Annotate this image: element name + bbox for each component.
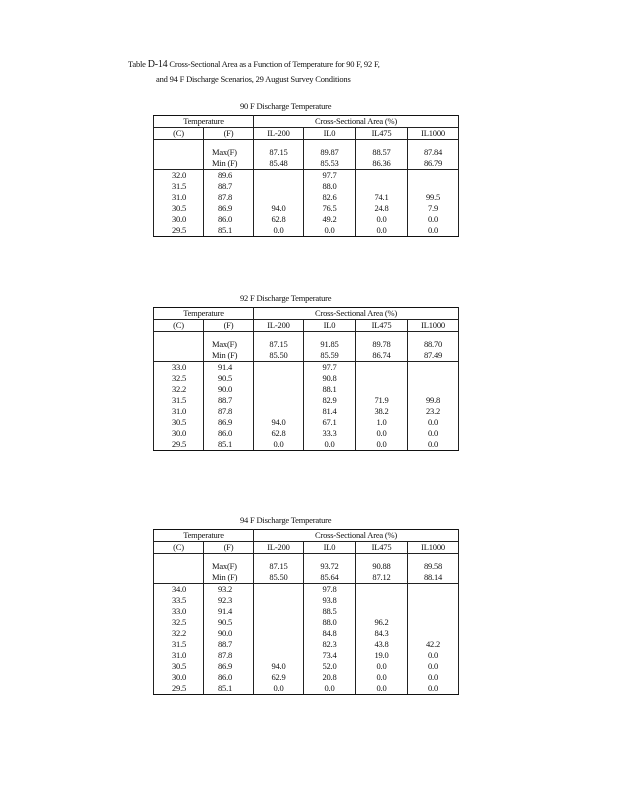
- table-cell: 1.0: [356, 417, 408, 428]
- table-cell: 84.8: [304, 628, 356, 639]
- header-row: [154, 116, 459, 128]
- header-row: [154, 308, 459, 320]
- table-cell: [356, 606, 408, 617]
- blank-cell: [154, 158, 204, 170]
- table-cell: 30.5: [154, 417, 204, 428]
- min-value: 86.36: [356, 158, 408, 170]
- table-row: [154, 373, 459, 384]
- table-cell: 86.0: [204, 214, 254, 225]
- table-cell: [356, 170, 408, 182]
- discharge-table-92: [153, 307, 459, 451]
- table-cell: 31.0: [154, 192, 204, 203]
- table-cell: [356, 181, 408, 192]
- spacer-cell: [204, 332, 254, 340]
- table-cell: 0.0: [356, 439, 408, 451]
- table-cell: 43.8: [356, 639, 408, 650]
- table-cell: 0.0: [408, 214, 459, 225]
- table-cell: 31.0: [154, 650, 204, 661]
- table-cell: [254, 170, 304, 182]
- table-cell: 0.0: [356, 214, 408, 225]
- spacer-cell: [154, 332, 204, 340]
- table-row: [154, 362, 459, 374]
- table-cell: 0.0: [408, 661, 459, 672]
- table-cell: 30.5: [154, 203, 204, 214]
- spacer-cell: [408, 332, 459, 340]
- spacer-cell: [356, 140, 408, 148]
- caption-table-number: D-14: [147, 59, 168, 70]
- table-row: [154, 683, 459, 695]
- table-cell: 0.0: [408, 428, 459, 439]
- table-cell: [408, 617, 459, 628]
- table-1-title: 90 F Discharge Temperature: [240, 101, 332, 111]
- header-row: [154, 530, 459, 542]
- table-cell: 86.0: [204, 672, 254, 683]
- table-row: [154, 606, 459, 617]
- table-cell: 0.0: [356, 661, 408, 672]
- table-row: [154, 617, 459, 628]
- table-cell: [254, 628, 304, 639]
- min-value: 85.50: [254, 572, 304, 584]
- table-cell: 29.5: [154, 225, 204, 237]
- table-cell: 87.8: [204, 192, 254, 203]
- column-header-il-200: IL-200: [254, 128, 304, 140]
- spacer-cell: [204, 554, 254, 562]
- table-cell: 94.0: [254, 203, 304, 214]
- min-label: Min (F): [204, 158, 254, 170]
- temperature-header: Temperature: [154, 530, 254, 542]
- spacer-cell: [304, 140, 356, 148]
- table-cell: 88.7: [204, 639, 254, 650]
- min-value: 85.53: [304, 158, 356, 170]
- table-row: [154, 181, 459, 192]
- table-cell: [356, 362, 408, 374]
- min-value: 86.74: [356, 350, 408, 362]
- table-cell: 84.3: [356, 628, 408, 639]
- table-row: [154, 192, 459, 203]
- table-row: [154, 203, 459, 214]
- min-value: 86.79: [408, 158, 459, 170]
- table-cell: 76.5: [304, 203, 356, 214]
- table-cell: [254, 606, 304, 617]
- table-cell: [254, 595, 304, 606]
- table-cell: 91.4: [204, 362, 254, 374]
- table-cell: 88.7: [204, 395, 254, 406]
- table-cell: 32.5: [154, 617, 204, 628]
- table-cell: 88.5: [304, 606, 356, 617]
- table-cell: 90.5: [204, 617, 254, 628]
- table-cell: 20.8: [304, 672, 356, 683]
- table-cell: 88.0: [304, 181, 356, 192]
- table-cell: [408, 170, 459, 182]
- table-cell: 89.6: [204, 170, 254, 182]
- spacer-cell: [154, 554, 204, 562]
- temperature-header: Temperature: [154, 116, 254, 128]
- table-cell: 85.1: [204, 683, 254, 695]
- table-cell: [356, 584, 408, 596]
- table-cell: 86.9: [204, 417, 254, 428]
- table-cell: 52.0: [304, 661, 356, 672]
- table-cell: 0.0: [254, 683, 304, 695]
- subheader-row: [154, 128, 459, 140]
- min-value: 85.64: [304, 572, 356, 584]
- max-label: Max(F): [204, 339, 254, 350]
- table-cell: 0.0: [356, 428, 408, 439]
- column-header-il475: IL475: [356, 128, 408, 140]
- table-cell: 31.5: [154, 395, 204, 406]
- table-cell: 93.8: [304, 595, 356, 606]
- max-row: [154, 561, 459, 572]
- table-cell: 33.5: [154, 595, 204, 606]
- table-cell: [408, 584, 459, 596]
- column-header-il0: IL0: [304, 128, 356, 140]
- table-cell: 33.0: [154, 362, 204, 374]
- fahrenheit-header: (F): [204, 128, 254, 140]
- blank-cell: [154, 350, 204, 362]
- min-label: Min (F): [204, 572, 254, 584]
- table-cell: 0.0: [356, 683, 408, 695]
- table-row: [154, 428, 459, 439]
- min-value: 87.49: [408, 350, 459, 362]
- max-row: [154, 339, 459, 350]
- table-cell: [356, 384, 408, 395]
- max-value: 87.15: [254, 147, 304, 158]
- column-header-il0: IL0: [304, 542, 356, 554]
- table-cell: [254, 650, 304, 661]
- table-cell: 34.0: [154, 584, 204, 596]
- min-value: 85.59: [304, 350, 356, 362]
- table-cell: [408, 384, 459, 395]
- table-cell: [356, 595, 408, 606]
- table-cell: 49.2: [304, 214, 356, 225]
- spacer-cell: [356, 332, 408, 340]
- table-cell: 0.0: [356, 672, 408, 683]
- table-cell: 90.5: [204, 373, 254, 384]
- table-cell: [254, 406, 304, 417]
- table-cell: 90.0: [204, 628, 254, 639]
- max-value: 89.87: [304, 147, 356, 158]
- table-cell: 81.4: [304, 406, 356, 417]
- celsius-header: (C): [154, 320, 204, 332]
- table-cell: [356, 373, 408, 384]
- table-cell: 62.8: [254, 214, 304, 225]
- table-cell: 32.2: [154, 628, 204, 639]
- table-cell: 62.9: [254, 672, 304, 683]
- spacer-cell: [154, 140, 204, 148]
- table-cell: [254, 362, 304, 374]
- table-cell: 30.0: [154, 672, 204, 683]
- table-cell: 30.0: [154, 214, 204, 225]
- min-value: 88.14: [408, 572, 459, 584]
- spacer-cell: [304, 554, 356, 562]
- table-cell: 99.8: [408, 395, 459, 406]
- table-cell: [254, 639, 304, 650]
- table-cell: 30.0: [154, 428, 204, 439]
- table-row: [154, 628, 459, 639]
- table-cell: 91.4: [204, 606, 254, 617]
- table-cell: 97.7: [304, 362, 356, 374]
- max-value: 87.15: [254, 561, 304, 572]
- min-row: [154, 572, 459, 584]
- celsius-header: (C): [154, 128, 204, 140]
- cross-sectional-area-header: Cross-Sectional Area (%): [254, 308, 459, 320]
- max-label: Max(F): [204, 561, 254, 572]
- table-cell: 86.0: [204, 428, 254, 439]
- table-cell: 32.2: [154, 384, 204, 395]
- table-cell: [254, 584, 304, 596]
- spacer-cell: [304, 332, 356, 340]
- table-row: [154, 584, 459, 596]
- table-row: [154, 395, 459, 406]
- spacer-cell: [254, 332, 304, 340]
- caption-line-1-text: Cross-Sectional Area as a Function of Temperature for 90 F, 92 F,: [167, 59, 380, 69]
- max-value: 88.57: [356, 147, 408, 158]
- table-cell: [254, 395, 304, 406]
- table-3-title: 94 F Discharge Temperature: [240, 515, 332, 525]
- table-cell: 87.8: [204, 650, 254, 661]
- spacer-cell: [408, 140, 459, 148]
- table-cell: 93.2: [204, 584, 254, 596]
- table-row: [154, 661, 459, 672]
- max-value: 90.88: [356, 561, 408, 572]
- table-cell: 90.0: [204, 384, 254, 395]
- table-row: [154, 417, 459, 428]
- discharge-table-90: [153, 115, 459, 237]
- table-cell: 88.0: [304, 617, 356, 628]
- table-cell: [408, 181, 459, 192]
- table-cell: [254, 181, 304, 192]
- table-cell: 88.7: [204, 181, 254, 192]
- table-row: [154, 170, 459, 182]
- table-cell: 0.0: [304, 225, 356, 237]
- table-cell: 94.0: [254, 417, 304, 428]
- table-row: [154, 384, 459, 395]
- table-cell: 67.1: [304, 417, 356, 428]
- table-cell: 0.0: [408, 672, 459, 683]
- table-2-title: 92 F Discharge Temperature: [240, 293, 332, 303]
- table-cell: [408, 373, 459, 384]
- table-cell: [408, 606, 459, 617]
- table-row: [154, 595, 459, 606]
- table-cell: 85.1: [204, 439, 254, 451]
- table-cell: 0.0: [408, 439, 459, 451]
- table-row: [154, 439, 459, 451]
- table-cell: 71.9: [356, 395, 408, 406]
- spacer-cell: [356, 554, 408, 562]
- blank-cell: [154, 339, 204, 350]
- table-row: [154, 672, 459, 683]
- table-cell: 90.8: [304, 373, 356, 384]
- table-cell: 0.0: [408, 683, 459, 695]
- caption-line-2: and 94 F Discharge Scenarios, 29 August Survey Conditions: [156, 74, 351, 84]
- fahrenheit-header: (F): [204, 542, 254, 554]
- table-cell: 0.0: [356, 225, 408, 237]
- table-cell: 7.9: [408, 203, 459, 214]
- table-cell: 74.1: [356, 192, 408, 203]
- fahrenheit-header: (F): [204, 320, 254, 332]
- table-cell: 0.0: [408, 650, 459, 661]
- max-value: 87.84: [408, 147, 459, 158]
- table-cell: 0.0: [254, 225, 304, 237]
- table-cell: 97.7: [304, 170, 356, 182]
- column-header-il1000: IL1000: [408, 320, 459, 332]
- table-cell: 82.3: [304, 639, 356, 650]
- spacer-cell: [254, 140, 304, 148]
- table-cell: 33.3: [304, 428, 356, 439]
- max-value: 87.15: [254, 339, 304, 350]
- table-cell: 92.3: [204, 595, 254, 606]
- table-cell: 0.0: [304, 683, 356, 695]
- temperature-header: Temperature: [154, 308, 254, 320]
- spacer-cell: [204, 140, 254, 148]
- spacer-cell: [254, 554, 304, 562]
- table-cell: 85.1: [204, 225, 254, 237]
- max-value: 89.58: [408, 561, 459, 572]
- table-cell: 32.0: [154, 170, 204, 182]
- table-cell: 23.2: [408, 406, 459, 417]
- max-value: 88.70: [408, 339, 459, 350]
- min-value: 85.50: [254, 350, 304, 362]
- table-cell: 62.8: [254, 428, 304, 439]
- celsius-header: (C): [154, 542, 204, 554]
- spacer-cell: [408, 554, 459, 562]
- column-header-il475: IL475: [356, 320, 408, 332]
- table-cell: 0.0: [408, 417, 459, 428]
- table-cell: 38.2: [356, 406, 408, 417]
- table-cell: 42.2: [408, 639, 459, 650]
- subheader-row: [154, 542, 459, 554]
- table-cell: 0.0: [304, 439, 356, 451]
- column-header-il-200: IL-200: [254, 542, 304, 554]
- table-row: [154, 406, 459, 417]
- table-cell: 19.0: [356, 650, 408, 661]
- table-cell: 0.0: [254, 439, 304, 451]
- table-row: [154, 225, 459, 237]
- column-header-il1000: IL1000: [408, 542, 459, 554]
- min-value: 85.48: [254, 158, 304, 170]
- subheader-row: [154, 320, 459, 332]
- blank-cell: [154, 561, 204, 572]
- column-header-il-200: IL-200: [254, 320, 304, 332]
- table-cell: 29.5: [154, 683, 204, 695]
- table-cell: 87.8: [204, 406, 254, 417]
- table-cell: [408, 362, 459, 374]
- table-cell: 86.9: [204, 661, 254, 672]
- blank-cell: [154, 572, 204, 584]
- table-cell: [254, 192, 304, 203]
- table-cell: 29.5: [154, 439, 204, 451]
- table-cell: 0.0: [408, 225, 459, 237]
- table-cell: 32.5: [154, 373, 204, 384]
- cross-sectional-area-header: Cross-Sectional Area (%): [254, 530, 459, 542]
- table-cell: 31.5: [154, 639, 204, 650]
- column-header-il475: IL475: [356, 542, 408, 554]
- max-value: 91.85: [304, 339, 356, 350]
- table-cell: [408, 628, 459, 639]
- min-row: [154, 158, 459, 170]
- cross-sectional-area-header: Cross-Sectional Area (%): [254, 116, 459, 128]
- table-cell: 73.4: [304, 650, 356, 661]
- column-header-il0: IL0: [304, 320, 356, 332]
- table-cell: 31.5: [154, 181, 204, 192]
- min-label: Min (F): [204, 350, 254, 362]
- table-cell: 82.9: [304, 395, 356, 406]
- table-cell: 88.1: [304, 384, 356, 395]
- table-cell: 97.8: [304, 584, 356, 596]
- table-cell: [254, 384, 304, 395]
- max-row: [154, 147, 459, 158]
- table-row: [154, 214, 459, 225]
- caption-line-1: [128, 57, 380, 72]
- table-cell: 24.8: [356, 203, 408, 214]
- discharge-table-94: [153, 529, 459, 695]
- table-row: [154, 650, 459, 661]
- table-cell: 30.5: [154, 661, 204, 672]
- table-cell: [408, 595, 459, 606]
- max-value: 89.78: [356, 339, 408, 350]
- table-cell: [254, 617, 304, 628]
- table-cell: 33.0: [154, 606, 204, 617]
- table-cell: 82.6: [304, 192, 356, 203]
- max-label: Max(F): [204, 147, 254, 158]
- table-cell: [254, 373, 304, 384]
- blank-cell: [154, 147, 204, 158]
- table-row: [154, 639, 459, 650]
- column-header-il1000: IL1000: [408, 128, 459, 140]
- table-cell: 86.9: [204, 203, 254, 214]
- table-cell: 94.0: [254, 661, 304, 672]
- table-cell: 99.5: [408, 192, 459, 203]
- table-cell: 31.0: [154, 406, 204, 417]
- min-value: 87.12: [356, 572, 408, 584]
- table-cell: 96.2: [356, 617, 408, 628]
- min-row: [154, 350, 459, 362]
- max-value: 93.72: [304, 561, 356, 572]
- caption-table-word: Table: [128, 59, 146, 69]
